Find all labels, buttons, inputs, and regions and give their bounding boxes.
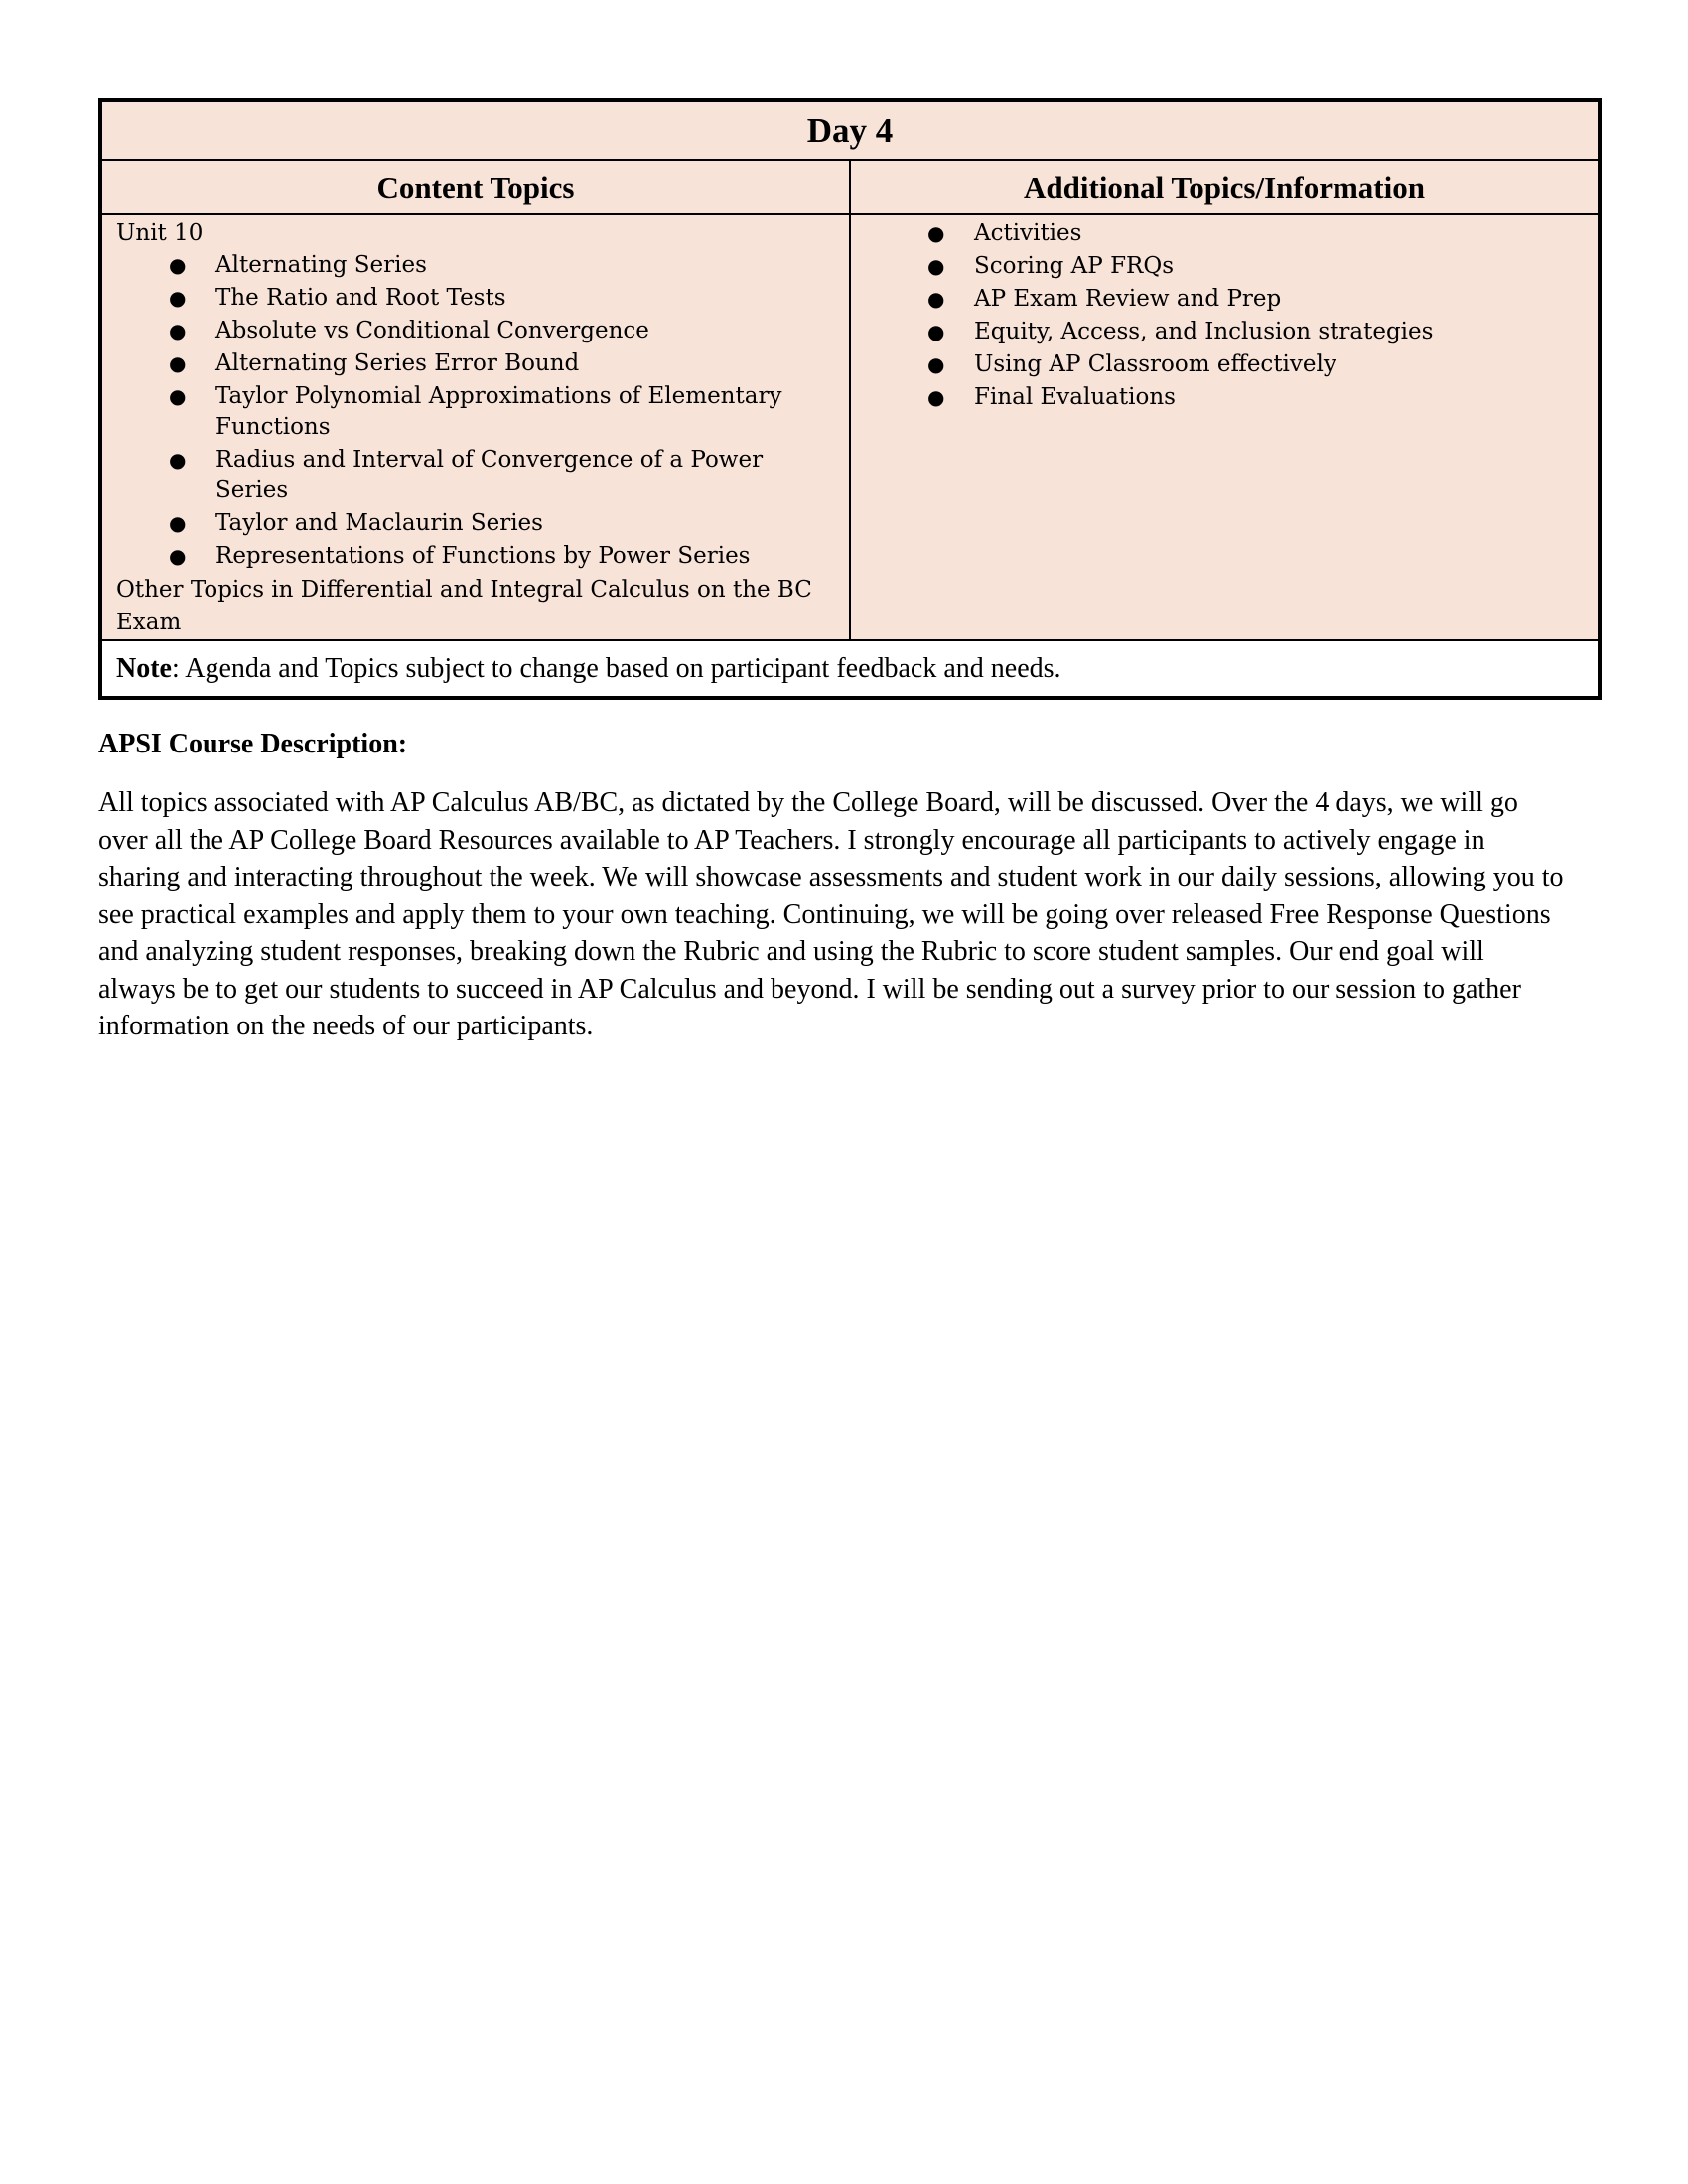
list-item [116, 541, 839, 572]
list-item [116, 250, 839, 281]
additional-topics-header: Additional Topics/Information [850, 160, 1600, 214]
bullet-icon: ● [169, 511, 187, 535]
content-topic-text: Alternating Series Error Bound [215, 350, 580, 376]
day-title-row [100, 100, 1600, 160]
bullet-icon: ● [169, 448, 187, 472]
additional-topics-list [865, 218, 1588, 413]
list-item [865, 317, 1588, 347]
day-title: Day 4 [100, 100, 1600, 160]
list-item [116, 348, 839, 379]
bullet-icon: ● [927, 352, 945, 376]
bullet-icon: ● [169, 384, 187, 408]
content-topic-text: Absolute vs Conditional Convergence [215, 318, 649, 343]
additional-topic-text: Using AP Classroom effectively [974, 351, 1336, 377]
bullet-icon: ● [169, 544, 187, 568]
bullet-icon: ● [927, 320, 945, 343]
other-topics-text: Other Topics in Differential and Integral Calculus on the BC Exam [116, 577, 812, 635]
list-item [116, 508, 839, 539]
content-topic-text: Radius and Interval of Convergence of a Power Series [215, 447, 764, 503]
additional-topic-text: Scoring AP FRQs [974, 253, 1175, 279]
content-topic-text: Representations of Functions by Power Series [215, 543, 751, 569]
course-description-heading: APSI Course Description: [98, 729, 408, 759]
content-topic-text: The Ratio and Root Tests [215, 285, 506, 311]
additional-topic-text: Activities [974, 220, 1082, 246]
bullet-icon: ● [927, 385, 945, 409]
additional-topic-text: Equity, Access, and Inclusion strategies [974, 319, 1434, 344]
list-item [865, 349, 1588, 380]
list-item [116, 445, 839, 506]
list-item [865, 284, 1588, 315]
note-row [100, 640, 1600, 698]
bullet-icon: ● [927, 287, 945, 311]
bullet-icon: ● [927, 221, 945, 245]
bullet-icon: ● [169, 253, 187, 277]
note-label: Note [116, 652, 172, 684]
topics-row [100, 214, 1600, 640]
day-4-agenda-table [98, 98, 1602, 700]
bullet-icon: ● [169, 319, 187, 342]
list-item [116, 316, 839, 346]
additional-topic-text: AP Exam Review and Prep [974, 286, 1282, 312]
course-description-text: All topics associated with AP Calculus AB/BC, as dictated by the College Board, will be discussed. Over the 4 days, we will go over all the AP College Board Resources available to AP Teachers. I strongly encourage all participants to actively engage in sharing and interacting throughout the week. We will showcase assessments and student work in our daily sessions, allowing you to see practical examples and apply them to your own teaching. Continuing, we will be going over released Free Response Questions and analyzing student responses, breaking down the Rubric and using the Rubric to score student samples. Our end goal will always be to get our students to succeed in AP Calculus and beyond. I will be sending out a survey prior to our session to gather information on the needs of our participants. [98, 787, 1564, 1041]
content-topics-header: Content Topics [100, 160, 850, 214]
content-topic-text: Alternating Series [215, 252, 427, 278]
additional-topics-cell [850, 214, 1600, 640]
additional-topic-text: Final Evaluations [974, 384, 1176, 410]
note-cell [100, 640, 1600, 698]
content-topics-list [116, 250, 839, 572]
content-topics-cell [100, 214, 850, 640]
content-topic-text: Taylor Polynomial Approximations of Elementary Functions [215, 383, 782, 440]
bullet-icon: ● [169, 286, 187, 310]
bullet-icon: ● [169, 351, 187, 375]
list-item [865, 382, 1588, 413]
bullet-icon: ● [927, 254, 945, 278]
list-item [116, 283, 839, 314]
unit-label: Unit 10 [116, 220, 204, 246]
column-header-row [100, 160, 1600, 214]
list-item [116, 381, 839, 443]
list-item [865, 218, 1588, 249]
content-topic-text: Taylor and Maclaurin Series [215, 510, 543, 536]
note-text: : Agenda and Topics subject to change based on participant feedback and needs. [171, 652, 1061, 684]
list-item [865, 251, 1588, 282]
